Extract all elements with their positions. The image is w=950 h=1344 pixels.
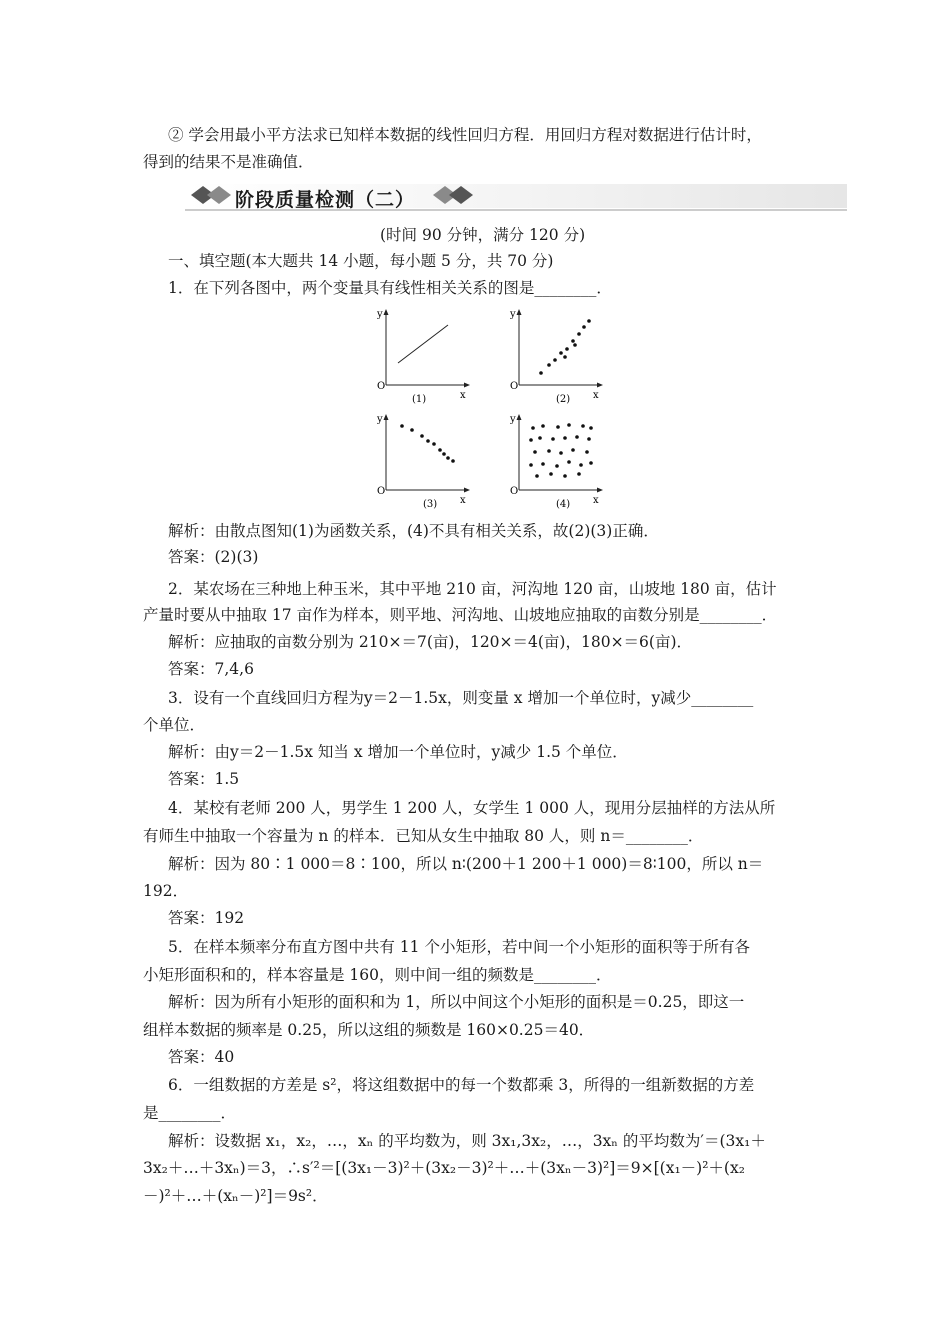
y-axis-label: y: [377, 414, 383, 425]
figure-caption-3: (3): [423, 499, 438, 510]
q3-stem-line-1: 3．设有一个直线回归方程为y＝2－1.5x，则变量 x 增加一个单位时，y减少________: [168, 689, 754, 707]
origin-label: O: [510, 486, 519, 497]
scatter-plot-2: [503, 305, 603, 405]
figure-caption-4: (4): [556, 499, 571, 510]
origin-label: O: [510, 381, 519, 392]
q6-analysis-line-1: 解析：设数据 x₁，x₂，…，xₙ 的平均数为，则 3x₁,3x₂，…，3xₙ 的平均数为′＝(3x₁＋: [168, 1132, 766, 1150]
q1-stem: 1．在下列各图中，两个变量具有线性相关关系的图是________．: [168, 279, 612, 297]
q5-answer: 答案：40: [168, 1048, 235, 1066]
scatter-plot-3: [370, 410, 470, 510]
q3-stem-line-2: 个单位．: [143, 716, 206, 734]
x-axis-label: x: [593, 495, 599, 506]
y-axis-label: y: [377, 309, 383, 320]
intro-line-2: 得到的结果不是准确值．: [143, 153, 314, 171]
x-axis-label: x: [460, 495, 466, 506]
figure-caption-1: (1): [412, 394, 427, 405]
x-axis-label: x: [460, 390, 466, 401]
scatter-plot-4: [503, 410, 603, 510]
q5-stem-line-2: 小矩形面积和的，样本容量是 160，则中间一组的频数是________．: [143, 966, 612, 984]
q2-stem-line-1: 2．某农场在三种地上种玉米，其中平地 210 亩，河沟地 120 亩，山坡地 180 亩，估计: [168, 580, 777, 598]
q6-stem-line-1: 6．一组数据的方差是 s²，将这组数据中的每一个数都乘 3，所得的一组新数据的方差: [168, 1076, 755, 1094]
q6-analysis-line-2: 3x₂＋…＋3xₙ)＝3，∴s′²＝[(3x₁－3)²＋(3x₂－3)²＋…＋(3xₙ－3)²]＝9×[(x₁－)²＋(x₂: [143, 1159, 745, 1177]
q5-stem-line-1: 5．在样本频率分布直方图中共有 11 个小矩形，若中间一个小矩形的面积等于所有各: [168, 938, 750, 956]
y-axis-label: y: [510, 414, 516, 425]
intro-line-1: ② 学会用最小平方法求已知样本数据的线性回归方程．用回归方程对数据进行估计时，: [168, 126, 762, 144]
q1-answer: 答案：(2)(3): [168, 548, 259, 566]
q4-answer: 答案：192: [168, 909, 245, 927]
regression-line: [398, 325, 448, 363]
q4-analysis-line-2: 192．: [143, 882, 189, 900]
x-axis-label: x: [593, 390, 599, 401]
scatter-plot-1: [370, 305, 470, 405]
q6-stem-line-2: 是________．: [143, 1104, 237, 1122]
q6-analysis-line-3: －)²＋…＋(xₙ－)²]＝9s²．: [143, 1187, 328, 1205]
q4-analysis-line-1: 解析：因为 80∶1 000＝8∶100，所以 n∶(200＋1 200＋1 000)＝8∶100，所以 n＝: [168, 855, 764, 873]
y-axis-label: y: [510, 309, 516, 320]
q3-analysis: 解析：由y＝2－1.5x 知当 x 增加一个单位时，y减少 1.5 个单位．: [168, 743, 628, 761]
q4-stem-line-1: 4．某校有老师 200 人，男学生 1 200 人，女学生 1 000 人，现用分层抽样的方法从所: [168, 799, 776, 817]
q5-analysis-line-2: 组样本数据的频率是 0.25，所以这组的频数是 160×0.25＝40．: [143, 1021, 595, 1039]
figure-caption-2: (2): [556, 394, 571, 405]
q1-analysis: 解析：由散点图知(1)为函数关系，(4)不具有相关关系，故(2)(3)正确．: [168, 522, 659, 540]
origin-label: O: [377, 486, 386, 497]
origin-label: O: [377, 381, 386, 392]
q2-answer: 答案：7,4,6: [168, 660, 254, 678]
q3-answer: 答案：1.5: [168, 770, 240, 788]
q2-stem-line-2: 产量时要从中抽取 17 亩作为样本，则平地、河沟地、山坡地应抽取的亩数分别是________．: [143, 606, 778, 624]
q2-analysis: 解析：应抽取的亩数分别为 210×＝7(亩)，120×＝4(亩)，180×＝6(亩)．: [168, 633, 693, 651]
time-note: (时间 90 分钟，满分 120 分): [380, 226, 586, 244]
q4-stem-line-2: 有师生中抽取一个容量为 n 的样本．已知从女生中抽取 80 人，则 n＝________．: [143, 827, 704, 845]
section-title: 阶段质量检测（二）: [235, 189, 416, 211]
q5-analysis-line-1: 解析：因为所有小矩形的面积和为 1，所以中间这个小矩形的面积是＝0.25，即这一: [168, 993, 745, 1011]
part1-heading: 一、填空题(本大题共 14 小题，每小题 5 分，共 70 分): [168, 252, 554, 270]
